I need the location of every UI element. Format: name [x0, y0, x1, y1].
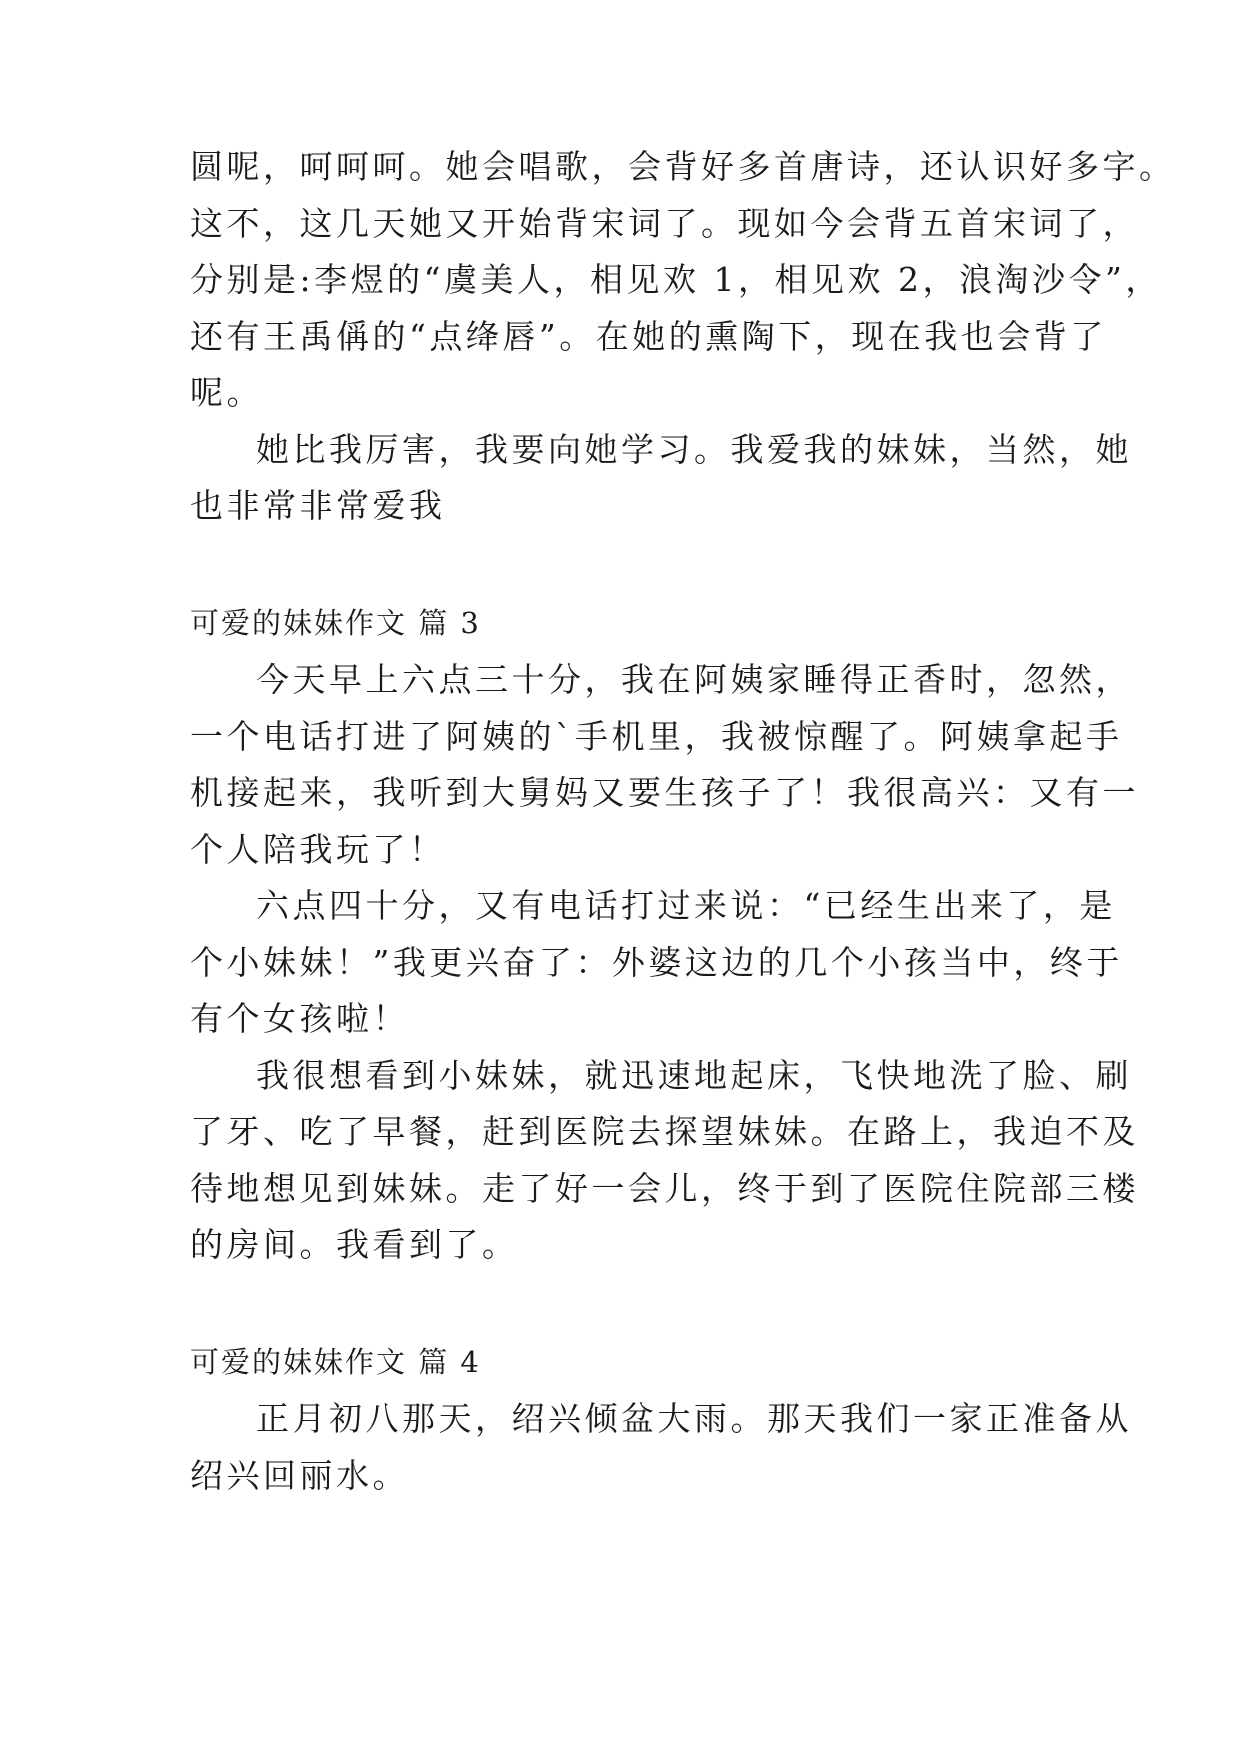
paragraph-line: 的房间。我看到了。	[190, 1225, 519, 1264]
section-heading: 可爱的妹妹作文 篇 3	[190, 606, 481, 640]
paragraph-line: 这不，这几天她又开始背宋词了。现如今会背五首宋词了，	[190, 204, 1139, 243]
paragraph-line: 机接起来，我听到大舅妈又要生孩子了！我很高兴：又有一	[190, 773, 1139, 812]
paragraph-line: 正月初八那天，绍兴倾盆大雨。那天我们一家正准备从	[256, 1399, 1132, 1438]
paragraph-line: 我很想看到小妹妹，就迅速地起床，飞快地洗了脸、刷	[256, 1056, 1132, 1095]
paragraph-line: 也非常非常爱我	[190, 486, 446, 525]
paragraph-line: 分别是:李煜的“虞美人，相见欢 1，相见欢 2，浪淘沙令”，	[190, 260, 1162, 299]
paragraph-line: 有个女孩啦！	[190, 999, 409, 1038]
paragraph-line: 绍兴回丽水。	[190, 1456, 409, 1495]
paragraph-line: 个小妹妹！”我更兴奋了：外婆这边的几个小孩当中，终于	[190, 943, 1123, 982]
paragraph-line: 待地想见到妹妹。走了好一会儿，终于到了医院住院部三楼	[190, 1169, 1139, 1208]
paragraph-line: 还有王禹偁的“点绛唇”。在她的熏陶下，现在我也会背了	[190, 317, 1107, 356]
section-heading: 可爱的妹妹作文 篇 4	[190, 1345, 481, 1379]
paragraph-line: 一个电话打进了阿姨的`手机里，我被惊醒了。阿姨拿起手	[190, 717, 1123, 756]
paragraph-line: 今天早上六点三十分，我在阿姨家睡得正香时，忽然，	[256, 660, 1132, 699]
paragraph-line: 了牙、吃了早餐，赶到医院去探望妹妹。在路上，我迫不及	[190, 1112, 1139, 1151]
paragraph-line: 个人陪我玩了！	[190, 830, 446, 869]
paragraph-line: 六点四十分，又有电话打过来说：“已经生出来了，是	[256, 886, 1116, 925]
paragraph-line: 呢。	[190, 373, 263, 412]
paragraph-line: 她比我厉害，我要向她学习。我爱我的妹妹，当然，她	[256, 430, 1132, 469]
paragraph-line: 圆呢，呵呵呵。她会唱歌，会背好多首唐诗，还认识好多字。	[190, 147, 1176, 186]
